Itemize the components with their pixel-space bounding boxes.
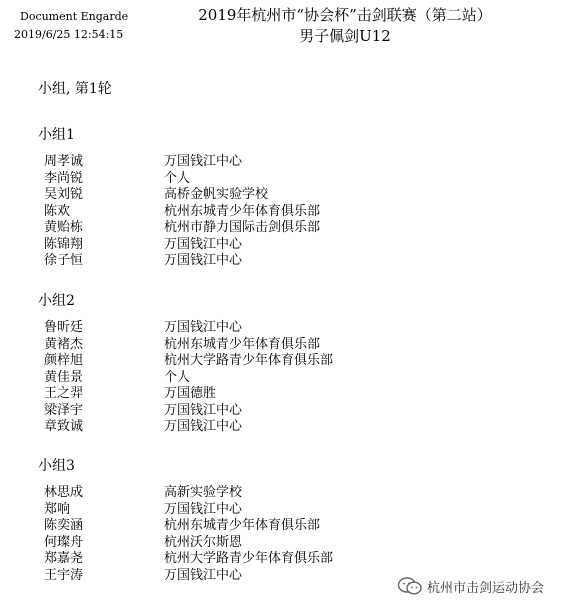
fencer-row [44, 485, 333, 502]
fencer-club: 杭州大学路青少年体育俱乐部 [164, 551, 334, 566]
fencer-name: 章致诚 [44, 419, 84, 434]
fencer-club: 杭州市静力国际击剑俱乐部 [164, 220, 321, 235]
fencer-row [44, 253, 320, 270]
fencer-row [44, 386, 333, 403]
fencer-club: 高新实验学校 [164, 485, 243, 500]
fencer-name: 黄褚杰 [44, 336, 84, 352]
fencer-club: 万国钱江中心 [164, 253, 243, 268]
fencer-row [44, 320, 333, 337]
fencer-name: 颜梓旭 [44, 353, 84, 368]
fencer-name: 徐子恒 [44, 253, 84, 268]
fencer-club: 万国德胜 [164, 386, 217, 401]
pool-title: 小组1 [38, 127, 75, 143]
fencer-name: 王之羿 [44, 386, 84, 401]
fencer-name: 陈锦翔 [44, 236, 84, 252]
pool-1 [38, 126, 320, 270]
fencer-club: 杭州大学路青少年体育俱乐部 [164, 353, 334, 368]
fencer-club: 万国钱江中心 [164, 154, 243, 169]
fencer-name: 陈欢 [44, 203, 71, 219]
fencer-name: 郑响 [44, 501, 71, 517]
fencer-name: 林思成 [44, 485, 84, 500]
event-title: 2019年杭州市“协会杯”击剑联赛（第二站） [198, 6, 492, 24]
page-title [180, 5, 510, 47]
fencer-name: 周孝诚 [44, 154, 84, 169]
round-title: 小组, 第1轮 [38, 81, 112, 97]
fencer-row [44, 237, 320, 254]
timestamp: 2019/6/25 12:54:15 [14, 28, 124, 41]
fencer-club: 杭州东城青少年体育俱乐部 [164, 203, 321, 219]
watermark-text: 杭州市击剑运动协会 [427, 580, 545, 596]
fencer-row [44, 419, 333, 436]
fencer-club: 个人 [164, 369, 191, 385]
fencer-name: 郑嘉尧 [44, 551, 84, 566]
fencer-row [44, 154, 320, 171]
pool-2 [38, 292, 333, 436]
fencer-row [44, 370, 333, 387]
pool-3 [38, 457, 333, 584]
fencer-row [44, 403, 333, 420]
fencer-name: 何璨舟 [44, 534, 84, 550]
fencer-club: 个人 [164, 170, 191, 186]
fencer-row [44, 551, 333, 568]
fencer-club: 万国钱江中心 [164, 419, 243, 434]
app-name: Document Engarde [20, 10, 129, 23]
fencer-row [44, 568, 333, 585]
pool-title: 小组3 [38, 458, 75, 474]
fencer-club: 杭州沃尔斯恩 [164, 534, 243, 550]
fencer-club: 万国钱江中心 [164, 236, 243, 252]
fencer-club: 高桥金帆实验学校 [164, 187, 269, 202]
fencer-name: 黄佳景 [44, 369, 84, 385]
fencer-name: 王宇涛 [44, 567, 84, 583]
fencer-row [44, 502, 333, 519]
fencer-row [44, 353, 333, 370]
fencer-row [44, 171, 320, 188]
fencer-club: 万国钱江中心 [164, 567, 243, 583]
fencer-club: 杭州东城青少年体育俱乐部 [164, 518, 321, 533]
fencer-club: 万国钱江中心 [164, 402, 243, 418]
fencer-row [44, 187, 320, 204]
fencer-name: 陈奕涵 [44, 518, 84, 533]
fencer-club: 万国钱江中心 [164, 320, 243, 335]
fencer-club: 杭州东城青少年体育俱乐部 [164, 336, 321, 352]
event-category: 男子佩剑U12 [299, 27, 391, 45]
fencer-name: 梁泽宇 [44, 402, 84, 418]
fencer-row [44, 518, 333, 535]
fencer-row [44, 204, 320, 221]
pool-title: 小组2 [38, 293, 75, 309]
fencer-row [44, 535, 333, 552]
fencer-name: 李尚锐 [44, 170, 84, 186]
fencer-club: 万国钱江中心 [164, 501, 243, 517]
wechat-icon [397, 576, 423, 596]
fencer-name: 黄贻栋 [44, 220, 84, 235]
fencer-name: 鲁昕廷 [44, 320, 84, 335]
fencer-row [44, 337, 333, 354]
document-meta [14, 8, 128, 44]
fencer-name: 吴刘锐 [44, 187, 84, 202]
watermark [397, 576, 544, 596]
fencer-row [44, 220, 320, 237]
